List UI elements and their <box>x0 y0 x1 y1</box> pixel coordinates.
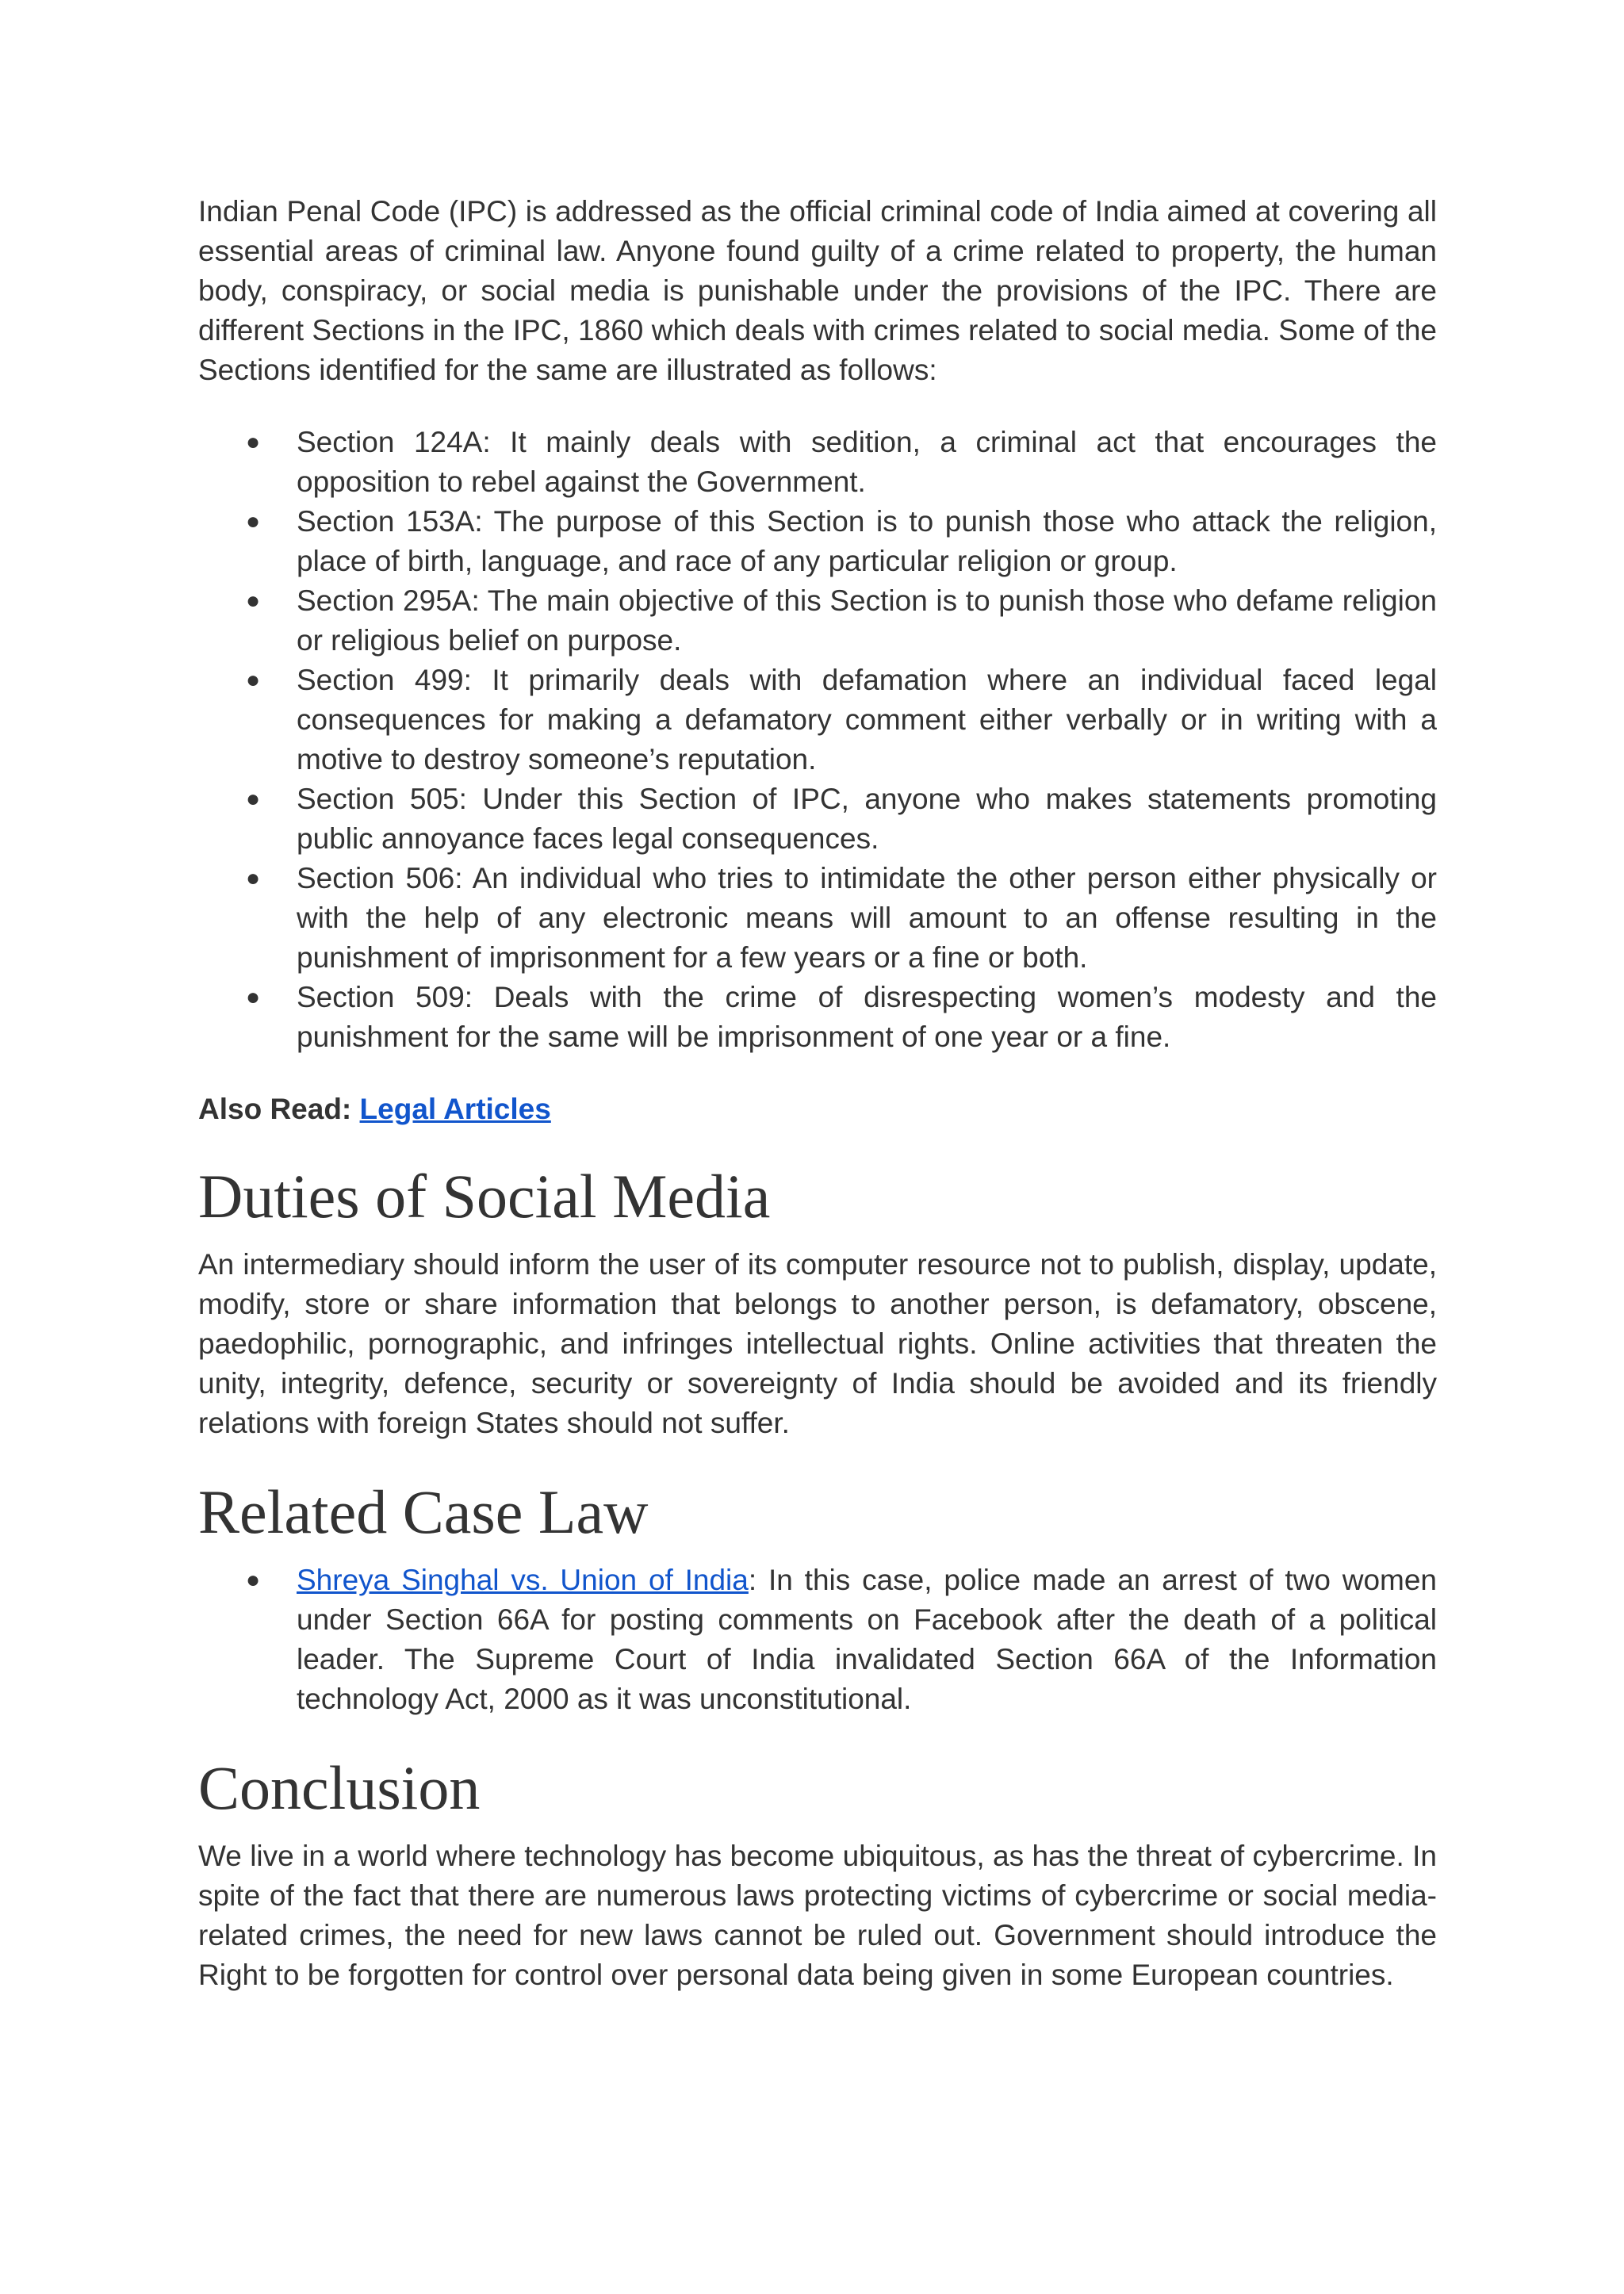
duties-paragraph: An intermediary should inform the user of its computer resource not to publish, display, update, modify, store or share information that belongs to another person, is defamatory, obscene, paedophilic, pornographic, and infringes intellectual rights. Online activities that threaten the unity, integrity, defence, security or sovereignty of India should be avoided and its friendly relations with foreign States should not suffer. <box>198 1248 1437 1439</box>
list-item <box>198 1561 1437 1719</box>
duties-heading: Duties of Social Media <box>198 1162 771 1231</box>
list-item <box>198 859 1437 978</box>
conclusion-paragraph: We live in a world where technology has become ubiquitous, as has the threat of cybercrime. In spite of the fact that there are numerous laws protecting victims of cybercrime or social media-related crimes, the need for new laws cannot be ruled out. Government should introduce the Right to be forgotten for control over personal data being given in some European countries. <box>198 1840 1437 1991</box>
list-item-text: Section 153A: The purpose of this Section is to punish those who attack the religion, place of birth, language, and race of any particular religion or group. <box>297 505 1437 577</box>
bullet-icon: ● <box>246 865 261 891</box>
conclusion-heading: Conclusion <box>198 1753 481 1822</box>
list-item-text: Section 124A: It mainly deals with sedition, a criminal act that encourages the opposition to rebel against the Government. <box>297 426 1437 498</box>
bullet-icon: ● <box>246 429 261 455</box>
legal-articles-link[interactable]: Legal Articles <box>359 1093 551 1125</box>
list-item <box>198 581 1437 661</box>
list-item <box>198 978 1437 1057</box>
list-item <box>198 423 1437 502</box>
also-read <box>198 1090 1437 1129</box>
list-item <box>198 502 1437 581</box>
document-page <box>198 192 1437 1995</box>
list-item-text: Section 499: It primarily deals with defamation where an individual faced legal consequences for making a defamatory comment either verbally or in writing with a motive to destroy someone’s reputation. <box>297 664 1437 776</box>
case-law-list <box>198 1561 1437 1719</box>
list-item-text: Section 506: An individual who tries to intimidate the other person either physically or with the help of any electronic means will amount to an offense resulting in the punishment of imprisonment for a few years or a fine or both. <box>297 862 1437 974</box>
intro-paragraph: Indian Penal Code (IPC) is addressed as the official criminal code of India aimed at covering all essential areas of criminal law. Anyone found guilty of a crime related to property, the human body, conspiracy, or social media is punishable under the provisions of the IPC. There are different Sections in the IPC, 1860 which deals with crimes related to social media. Some of the Sections identified for the same are illustrated as follows: <box>198 195 1437 386</box>
ipc-sections-list <box>198 423 1437 1057</box>
case-law-heading: Related Case Law <box>198 1477 649 1546</box>
list-item <box>198 661 1437 779</box>
bullet-icon: ● <box>246 508 261 534</box>
list-item-text: Section 509: Deals with the crime of disrespecting women’s modesty and the punishment for the same will be imprisonment of one year or a fine. <box>297 981 1437 1053</box>
list-item-text: Section 295A: The main objective of this Section is to punish those who defame religion or religious belief on purpose. <box>297 584 1437 657</box>
also-read-label: Also Read: <box>198 1093 360 1125</box>
list-item-text: Section 505: Under this Section of IPC, anyone who makes statements promoting public annoyance faces legal consequences. <box>297 783 1437 855</box>
bullet-icon: ● <box>246 1567 261 1593</box>
bullet-icon: ● <box>246 588 261 614</box>
case-link[interactable]: Shreya Singhal vs. Union of India <box>297 1564 749 1596</box>
bullet-icon: ● <box>246 786 261 812</box>
case-description: : In this case, police made an arrest of two women under Section 66A for posting comments on Facebook after the death of a political leader. The Supreme Court of India invalidated Section 66A of the Information technology Act, 2000 as it was unconstitutional. <box>297 1564 1438 1715</box>
bullet-icon: ● <box>246 667 261 693</box>
bullet-icon: ● <box>246 984 261 1010</box>
list-item <box>198 779 1437 859</box>
